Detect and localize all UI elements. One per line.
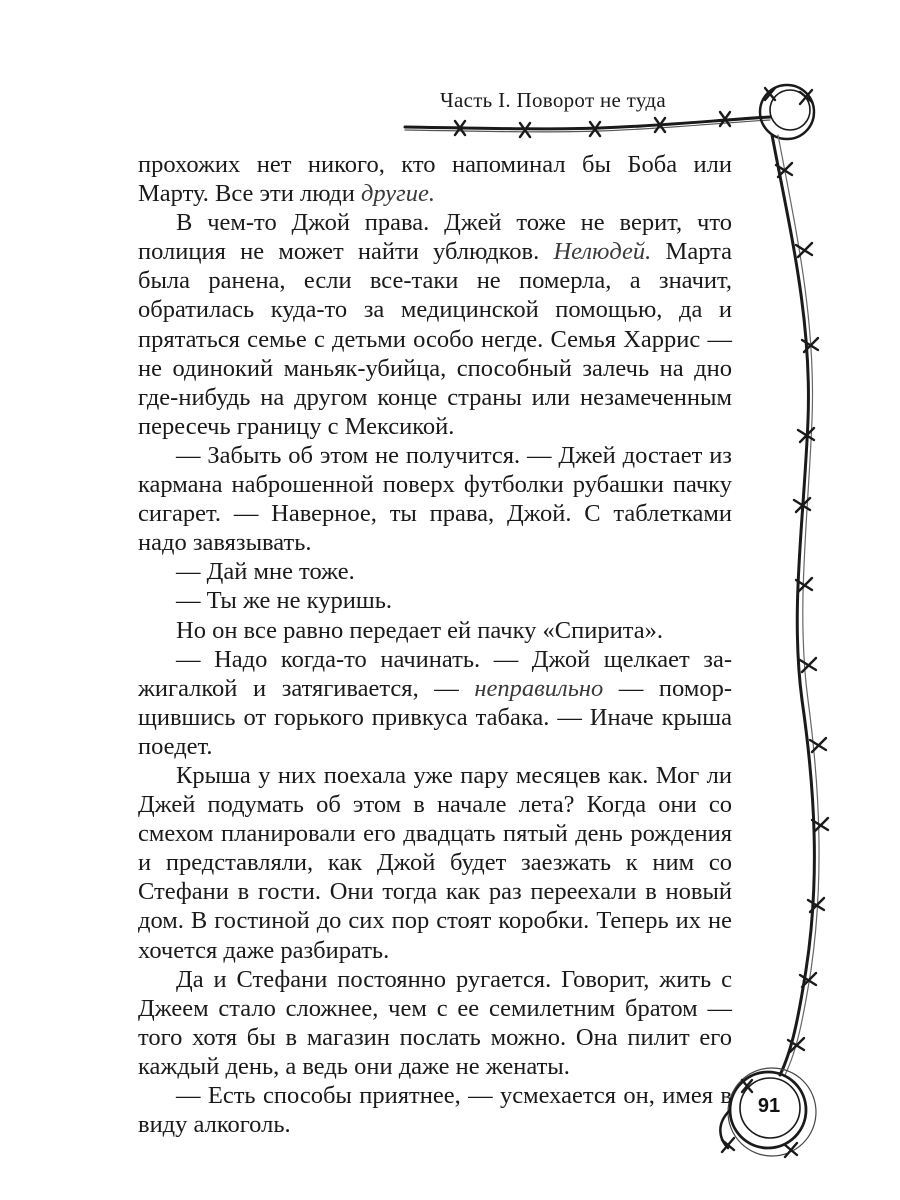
paragraph (138, 441, 732, 557)
paragraph (138, 150, 732, 208)
paragraph (138, 761, 732, 965)
paragraph (138, 586, 732, 615)
text-run: — Забыть об этом не получится. — Джей достает из кармана наброшенной поверх футболки рубашки пачку сигарет. — Наверное, ты права, Джой. С таблетками надо завязывать. (138, 441, 732, 557)
text-run: — Есть способы приятнее, — усмехается он, имея в виду алкоголь. (138, 1082, 732, 1139)
running-title: Часть I. Поворот не туда (440, 88, 666, 112)
text-run: Да и Стефани постоянно ругается. Говорит, жить с Джеем стало сложнее, чем с ее семилетним братом — того хотя бы в магазин послать можно. Она пилит его каждый день, а ведь они даже не женаты. (138, 965, 732, 1080)
paragraph (138, 965, 732, 1081)
text-run: — поморщившись от горького привкуса табака. — Иначе крыша поедет. (138, 674, 732, 760)
paragraph (138, 645, 732, 761)
italic-text: неправильно (474, 674, 604, 702)
page-number: 91 (757, 1095, 781, 1117)
text-run: Но он все равно передает ей пачку «Спирита». (176, 616, 663, 644)
paragraph (138, 1081, 732, 1139)
text-run: Крыша у них поехала уже пару месяцев как. Мог ли Джей подумать об этом в начале лета? Когда они со смехом планировали его двадцать пятый день рождения и представляли, как Джой будет заезжать к ним со Стефани в гости. Они тогда как раз переехaли в новый дом. В гостиной до сих пор стоят коробки. Теперь их не хочется даже разбирать. (138, 761, 732, 964)
text-run: Марта была ранена, если все-таки не померла, а значит, обратилась куда-то за медицинской помощью, да и прятаться семье с детьми особо негде. Семья Харрис — не одинокий маньяк-убийца, способный залечь на дно где-нибудь на другом конце страны или незамеченным пересечь границу с Мексикой. (138, 238, 733, 440)
paragraph (138, 557, 732, 586)
text-run: — Надо когда-то начинать. — Джой щелкает зажигалкой и затягивается, — (138, 645, 732, 702)
paragraph (138, 616, 732, 645)
italic-text: Нелюдей. (553, 238, 652, 266)
text-run: — Дай мне тоже. (176, 558, 355, 586)
text-run: В чем-то Джой права. Джей тоже не верит, что полиция не может найти ублюдков. (138, 209, 732, 266)
italic-text: другие. (360, 180, 435, 208)
text-run: прохожих нет никого, кто напоминал бы Боба или Марту. Все эти люди (138, 151, 732, 208)
paragraph (138, 208, 732, 441)
text-run: — Ты же не куришь. (176, 587, 393, 615)
chapter-body-text (138, 150, 732, 1139)
